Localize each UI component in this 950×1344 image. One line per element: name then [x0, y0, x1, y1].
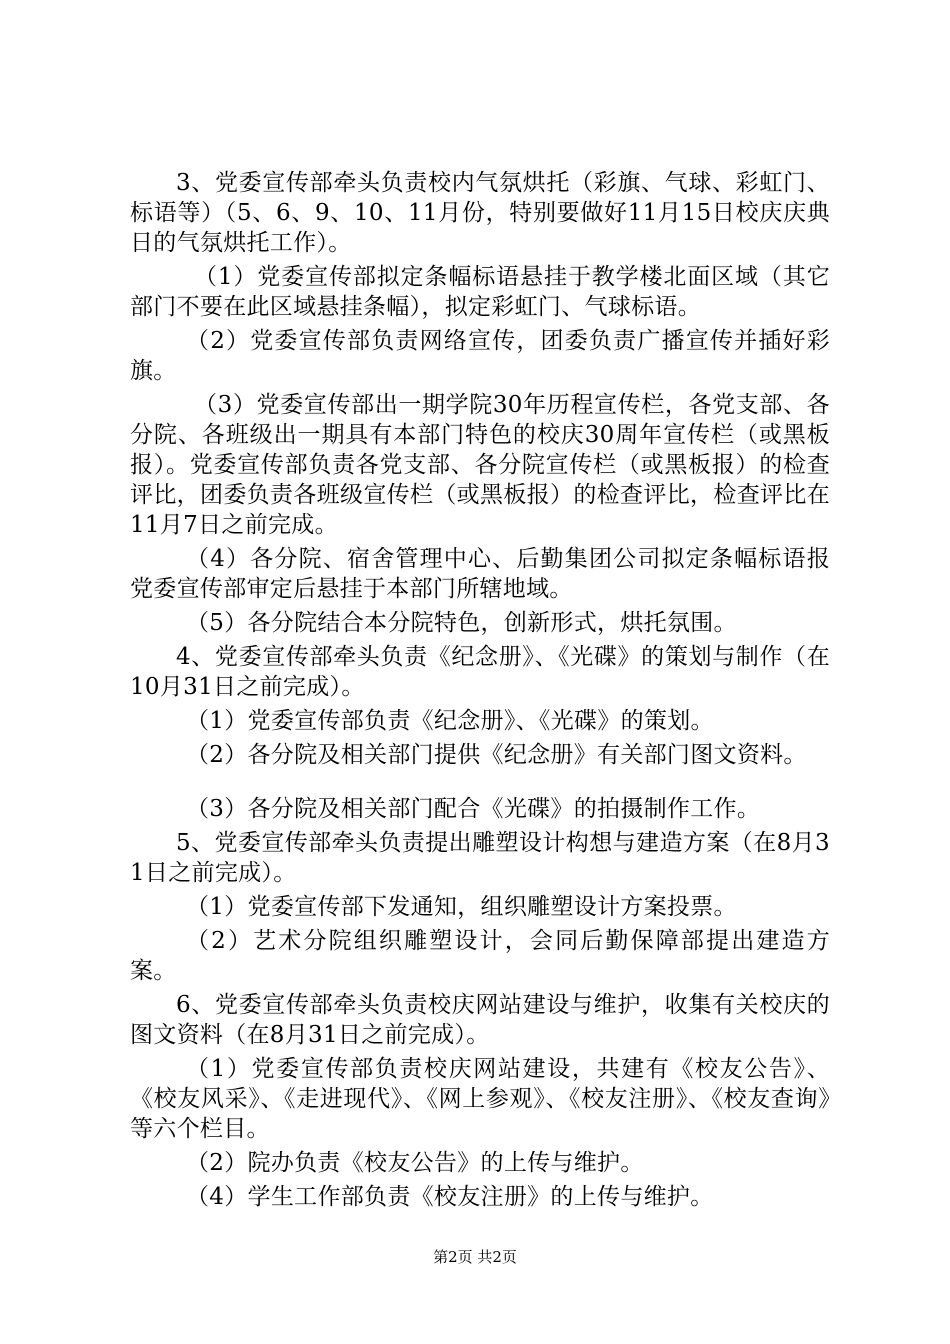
paragraph-11: 5、党委宣传部牵头负责提出雕塑设计构想与建造方案（在8月31日之前完成）。: [130, 830, 830, 886]
paragraph-9: （2）各分院及相关部门提供《纪念册》有关部门图文资料。: [186, 742, 807, 768]
paragraph-12: （1）党委宣传部下发通知，组织雕塑设计方案投票。: [186, 894, 737, 920]
paragraph-6: （5）各分院结合本分院特色，创新形式，烘托氛围。: [186, 610, 737, 636]
paragraph-13: （2）艺术分院组织雕塑设计，会同后勤保障部提出建造方案。: [130, 928, 830, 984]
paragraph-1: 3、党委宣传部牵头负责校内气氛烘托（彩旗、气球、彩虹门、标语等）（5、6、9、10、11月份，特别要做好11月15日校庆庆典日的气氛烘托工作）。: [130, 170, 830, 256]
paragraph-8: （1）党委宣传部负责《纪念册》、《光碟》的策划。: [186, 708, 714, 734]
paragraph-2: （1）党委宣传部拟定条幅标语悬挂于教学楼北面区域（其它部门不要在此区域悬挂条幅），拟定彩虹门、气球标语。: [130, 264, 830, 320]
paragraph-14: 6、党委宣传部牵头负责校庆网站建设与维护，收集有关校庆的图文资料（在8月31日之前完成）。: [130, 992, 830, 1048]
paragraph-7: 4、党委宣传部牵头负责《纪念册》、《光碟》的策划与制作（在10月31日之前完成）。: [130, 644, 830, 700]
page-footer: 第2页 共2页: [433, 1248, 517, 1266]
paragraph-4: （3）党委宣传部出一期学院30年历程宣传栏，各党支部、各分院、各班级出一期具有本部门特色的校庆30周年宣传栏（或黑板报）。党委宣传部负责各党支部、各分院宣传栏（或黑板报）的检查评比，团委负责各班级宣传栏（或黑板报）的检查评比，检查评比在11月7日之前完成。: [130, 392, 830, 538]
document-body: [130, 168, 830, 1216]
paragraph-17: （4）学生工作部负责《校友注册》的上传与维护。: [186, 1184, 714, 1210]
paragraph-10: （3）各分院及相关部门配合《光碟》的拍摄制作工作。: [186, 796, 761, 822]
paragraph-5: （4）各分院、宿舍管理中心、后勤集团公司拟定条幅标语报党委宣传部审定后悬挂于本部门所辖地域。: [130, 546, 830, 602]
paragraph-16: （2）院办负责《校友公告》的上传与维护。: [186, 1150, 644, 1176]
paragraph-3: （2）党委宣传部负责网络宣传，团委负责广播宣传并插好彩旗。: [130, 328, 830, 384]
paragraph-15: （1）党委宣传部负责校庆网站建设，共建有《校友公告》、《校友风采》、《走进现代》、《网上参观》、《校友注册》、《校友查询》等六个栏目。: [130, 1056, 830, 1142]
